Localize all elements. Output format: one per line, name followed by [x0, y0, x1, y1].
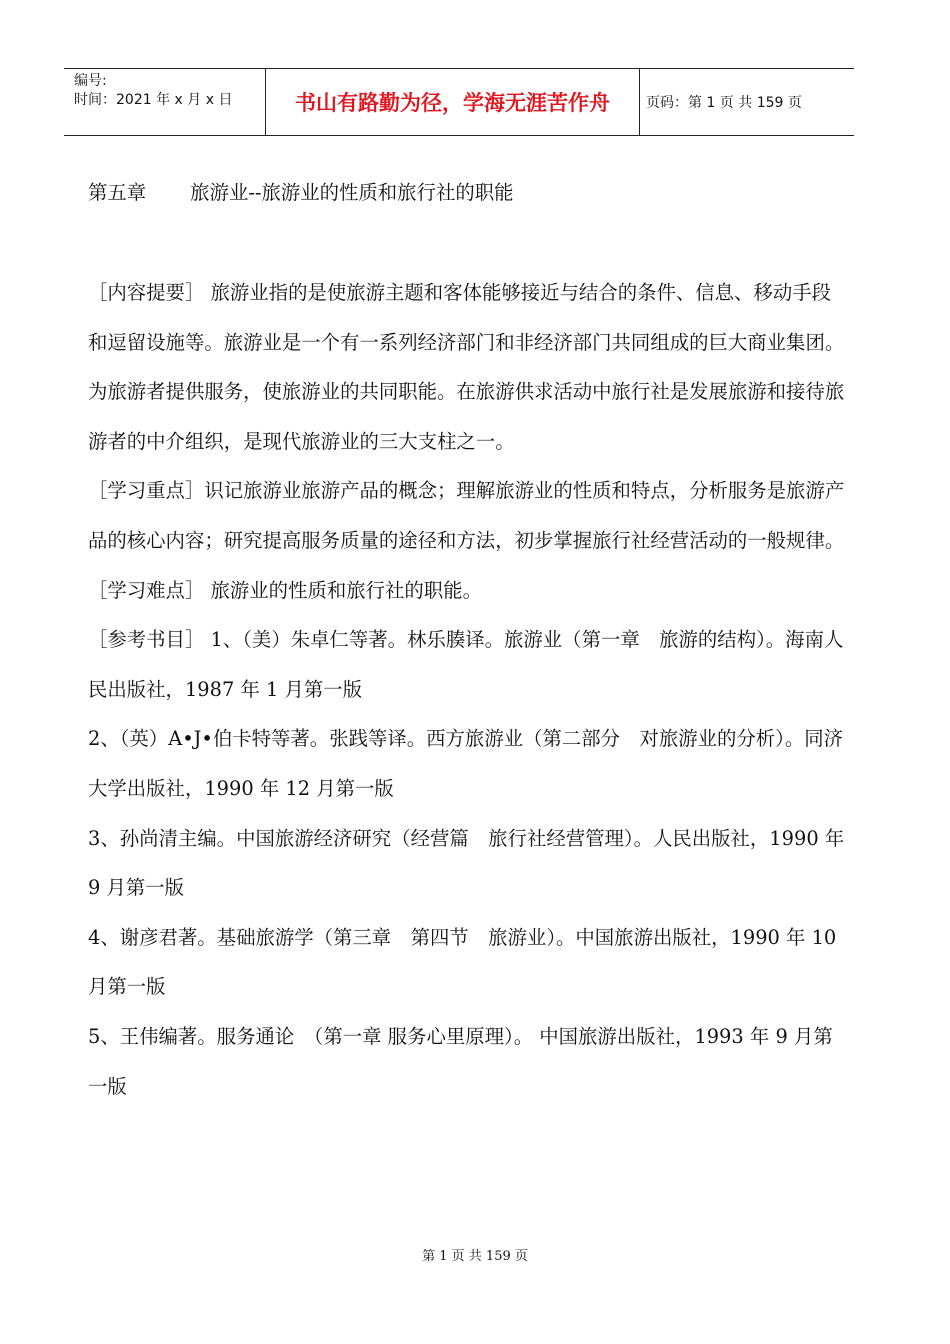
chapter-title: 旅游业--旅游业的性质和旅行社的职能	[190, 181, 514, 204]
paragraph-reference-4: 4、谢彦君著。基础旅游学（第三章 第四节 旅游业）。中国旅游出版社，1990 年 10 月第一版	[88, 925, 837, 999]
document-body	[88, 168, 848, 1111]
paragraph-difficulties: ［学习难点］ 旅游业的性质和旅行社的职能。	[88, 578, 482, 602]
paragraph-reference-1: ［参考书目］ 1、（美）朱卓仁等著。林乐腠译。旅游业（第一章 旅游的结构）。海南人民出版社，1987 年 1 月第一版	[88, 628, 844, 701]
chapter-heading	[88, 168, 848, 218]
header-meta	[64, 69, 264, 135]
paragraph-key-points: ［学习重点］识记旅游业旅游产品的概念；理解旅游业的性质和特点，分析服务是旅游产品的核心内容；研究提高服务质量的途径和方法，初步掌握旅行社经营活动的一般规律。	[88, 479, 845, 552]
paragraph-reference-2: 2、（英）A•J•伯卡特等著。张践等译。西方旅游业（第二部分 对旅游业的分析）。同济大学出版社，1990 年 12 月第一版	[88, 727, 844, 800]
header-motto: 书山有路勤为径，学海无涯苦作舟	[265, 69, 640, 135]
paragraph-reference-3: 3、孙尚清主编。中国旅游经济研究（经营篇 旅行社经营管理）。人民出版社，1990 年 9 月第一版	[88, 826, 845, 900]
document-time-label: 时间：2021 年 x 月 x 日	[74, 92, 233, 108]
paragraph-summary: ［内容提要］ 旅游业指的是使旅游主题和客体能够接近与结合的条件、信息、移动手段和逗留设施等。旅游业是一个有一系列经济部门和非经济部门共同组成的巨大商业集团。为旅游者提供服务，使旅游业的共同职能。在旅游供求活动中旅行社是发展旅游和接待旅游者的中介组织，是现代旅游业的三大支柱之一。	[88, 281, 845, 453]
page-footer: 第 1 页 共 159 页	[422, 1249, 528, 1264]
document-number-label: 编号:	[74, 73, 107, 89]
header-page-info: 页码：第 1 页 共 159 页	[646, 95, 802, 111]
paragraph-reference-5: 5、王伟编著。服务通论 （第一章 服务心里原理）。 中国旅游出版社，1993 年 9 月第一版	[88, 1024, 833, 1098]
chapter-number: 第五章	[88, 181, 147, 204]
page-header	[64, 68, 854, 136]
